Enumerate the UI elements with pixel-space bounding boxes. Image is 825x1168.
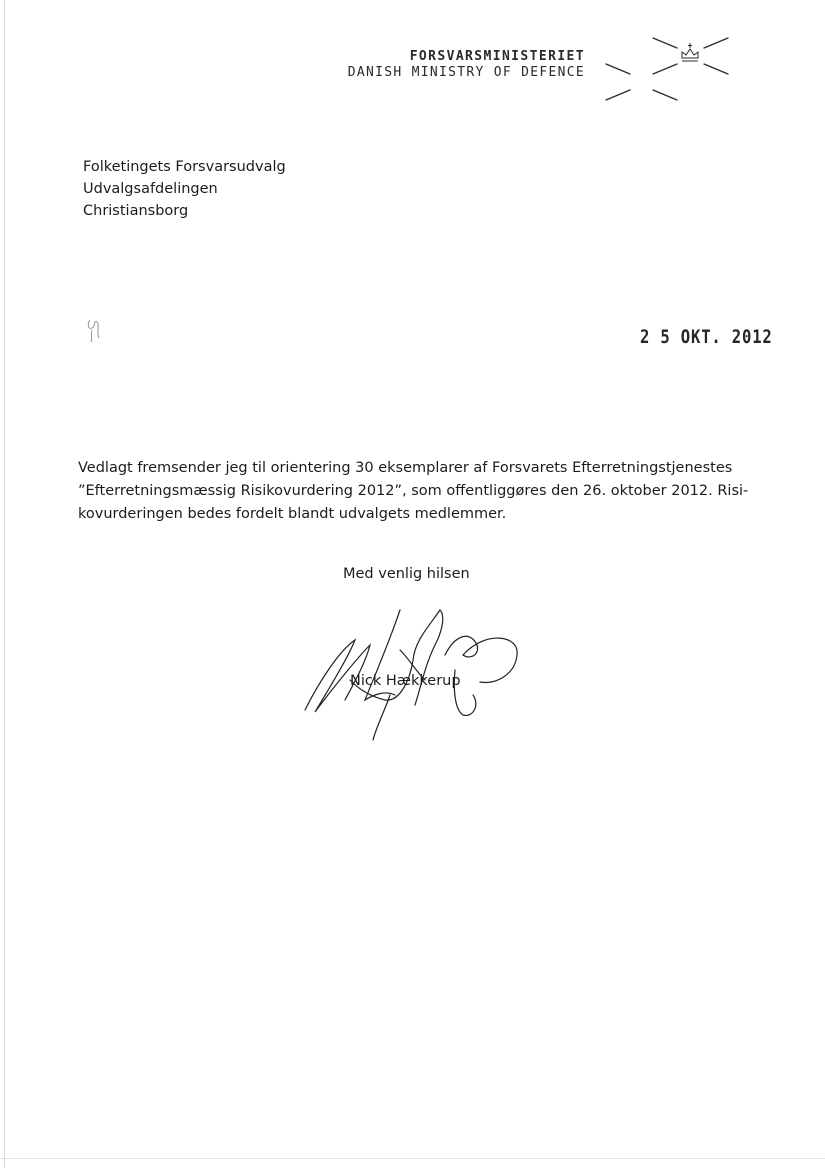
date-stamp: 2 5 OKT. 2012 — [640, 326, 773, 348]
body-line: Vedlagt fremsender jeg til orientering 30 eksemplarer af Forsvarets Efterretningstjenestes — [78, 460, 733, 476]
recipient-line: Folketingets Forsvarsudvalg — [83, 159, 286, 175]
margin-scribble-icon — [84, 316, 104, 344]
crown-emblem-icon — [600, 30, 735, 105]
ministry-name-english: DANISH MINISTRY OF DEFENCE — [347, 65, 585, 80]
letter-body — [78, 457, 748, 526]
recipient-address — [83, 156, 286, 222]
body-line: ”Efterretningsmæssig Risikovurdering 2012”, som offentliggøres den 26. oktober 2012. Risi- — [78, 483, 749, 499]
signer-name: Nick Hækkerup — [350, 673, 461, 689]
body-line: kovurderingen bedes fordelt blandt udvalgets medlemmer. — [78, 506, 507, 522]
recipient-line: Udvalgsafdelingen — [83, 181, 218, 197]
recipient-line: Christiansborg — [83, 203, 189, 219]
ministry-name: FORSVARSMINISTERIET — [409, 49, 585, 64]
handwritten-signature-icon — [295, 600, 530, 745]
closing-salutation: Med venlig hilsen — [343, 566, 470, 582]
scan-edge — [0, 1158, 825, 1159]
scan-edge — [4, 0, 5, 1168]
letterhead — [348, 49, 585, 81]
